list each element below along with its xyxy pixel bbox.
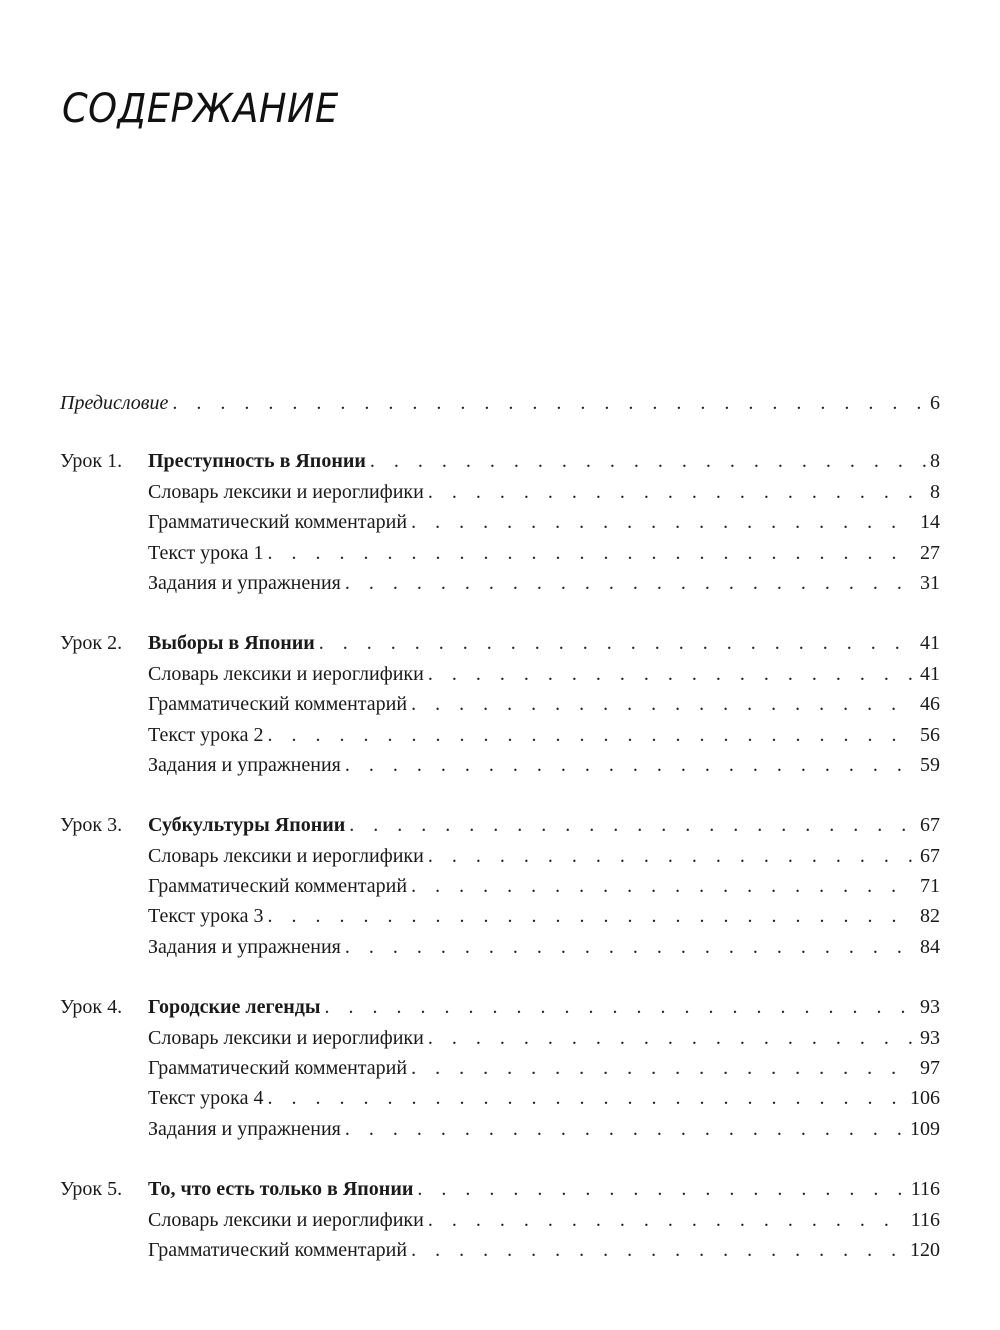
dot-leader (345, 568, 916, 598)
section-title: Текст урока 4 (148, 1087, 264, 1110)
toc-page-number: 109 (910, 1117, 940, 1140)
lessons-list (60, 446, 940, 1265)
dot-leader (428, 841, 916, 871)
toc-entry-section[interactable] (60, 901, 940, 931)
toc-entry-lesson[interactable] (60, 992, 940, 1022)
toc-page-number: 84 (920, 935, 940, 958)
dot-leader (411, 871, 916, 901)
toc-page-number: 46 (920, 693, 940, 716)
section-title: Словарь лексики и иероглифики (148, 1208, 424, 1231)
lesson-title: Городские легенды (148, 996, 321, 1019)
toc-entry-section[interactable] (60, 720, 940, 750)
toc-entry-lesson[interactable] (60, 810, 940, 840)
section-title: Задания и упражнения (148, 753, 341, 776)
dot-leader (411, 1053, 916, 1083)
dot-leader (428, 1023, 916, 1053)
toc-entry-section[interactable] (60, 689, 940, 719)
toc-entry-section[interactable] (60, 477, 940, 507)
toc-page-number: 31 (920, 571, 940, 594)
section-title: Грамматический комментарий (148, 511, 408, 534)
section-title: Словарь лексики и иероглифики (148, 1026, 424, 1049)
table-of-contents (60, 388, 940, 1265)
lesson-group (60, 992, 940, 1144)
toc-entry-preface[interactable] (60, 388, 940, 418)
lesson-group (60, 810, 940, 962)
section-title: Словарь лексики и иероглифики (148, 662, 424, 685)
dot-leader (267, 720, 916, 750)
lesson-group (60, 628, 940, 780)
toc-entry-lesson[interactable] (60, 628, 940, 658)
dot-leader (267, 538, 916, 568)
section-title: Текст урока 1 (148, 541, 264, 564)
toc-page-number: 116 (910, 1208, 940, 1231)
toc-page-number: 8 (930, 480, 940, 503)
dot-leader (319, 628, 916, 658)
dot-leader (428, 1205, 907, 1235)
dot-leader (349, 810, 916, 840)
toc-page-number: 27 (920, 541, 940, 564)
section-title: Грамматический комментарий (148, 1238, 408, 1261)
toc-page-number: 82 (920, 905, 940, 928)
toc-entry-section[interactable] (60, 841, 940, 871)
lesson-number: Урок 5. (60, 1178, 123, 1201)
lesson-group (60, 446, 940, 598)
lesson-title: Выборы в Японии (148, 632, 315, 655)
toc-page-number: 41 (920, 632, 940, 655)
toc-entry-section[interactable] (60, 750, 940, 780)
toc-page-number: 6 (930, 392, 940, 414)
lesson-number: Урок 2. (60, 632, 123, 655)
dot-leader (411, 507, 916, 537)
toc-entry-lesson[interactable] (60, 446, 940, 476)
toc-entry-label: Предисловие (60, 392, 169, 414)
toc-entry-section[interactable] (60, 1053, 940, 1083)
lesson-title: То, что есть только в Японии (148, 1178, 414, 1201)
dot-leader (411, 689, 916, 719)
toc-page-number: 116 (910, 1178, 940, 1201)
toc-entry-section[interactable] (60, 1023, 940, 1053)
dot-leader (345, 1114, 906, 1144)
toc-entry-section[interactable] (60, 871, 940, 901)
toc-entry-section[interactable] (60, 1235, 940, 1265)
toc-entry-lesson[interactable] (60, 1174, 940, 1204)
section-title: Текст урока 2 (148, 723, 264, 746)
toc-page-number: 97 (920, 1057, 940, 1080)
dot-leader (370, 446, 926, 476)
section-title: Словарь лексики и иероглифики (148, 844, 424, 867)
toc-page-number: 8 (930, 450, 940, 473)
dot-leader (428, 477, 926, 507)
toc-entry-section[interactable] (60, 538, 940, 568)
toc-page-number: 41 (920, 662, 940, 685)
toc-page-number: 93 (920, 996, 940, 1019)
toc-entry-section[interactable] (60, 1083, 940, 1113)
lesson-number: Урок 3. (60, 814, 123, 837)
toc-entry-section[interactable] (60, 932, 940, 962)
section-title: Словарь лексики и иероглифики (148, 480, 424, 503)
toc-page-number: 59 (920, 753, 940, 776)
lesson-number: Урок 1. (60, 450, 123, 473)
toc-page-number: 71 (920, 875, 940, 898)
dot-leader (345, 932, 916, 962)
section-title: Задания и упражнения (148, 935, 341, 958)
dot-leader (411, 1235, 906, 1265)
toc-entry-section[interactable] (60, 507, 940, 537)
section-title: Задания и упражнения (148, 571, 341, 594)
lesson-title: Преступность в Японии (148, 450, 366, 473)
section-title: Грамматический комментарий (148, 1057, 408, 1080)
toc-page-number: 93 (920, 1026, 940, 1049)
dot-leader (428, 659, 916, 689)
toc-page-number: 56 (920, 723, 940, 746)
toc-entry-section[interactable] (60, 568, 940, 598)
page-title: СОДЕРЖАНИЕ (62, 86, 339, 132)
dot-leader (267, 901, 916, 931)
toc-page-number: 14 (920, 511, 940, 534)
toc-entry-section[interactable] (60, 1114, 940, 1144)
dot-leader (172, 388, 926, 418)
dot-leader (417, 1174, 906, 1204)
dot-leader (324, 992, 916, 1022)
lesson-number: Урок 4. (60, 996, 123, 1019)
toc-entry-section[interactable] (60, 659, 940, 689)
section-title: Задания и упражнения (148, 1117, 341, 1140)
dot-leader (345, 750, 916, 780)
toc-page-number: 106 (910, 1087, 940, 1110)
toc-page-number: 67 (920, 814, 940, 837)
toc-page-number: 67 (920, 844, 940, 867)
lesson-title: Субкультуры Японии (148, 814, 346, 837)
section-title: Грамматический комментарий (148, 875, 408, 898)
toc-entry-section[interactable] (60, 1205, 940, 1235)
lesson-group (60, 1174, 940, 1265)
section-title: Текст урока 3 (148, 905, 264, 928)
dot-leader (267, 1083, 906, 1113)
section-title: Грамматический комментарий (148, 693, 408, 716)
toc-page-number: 120 (910, 1238, 940, 1261)
